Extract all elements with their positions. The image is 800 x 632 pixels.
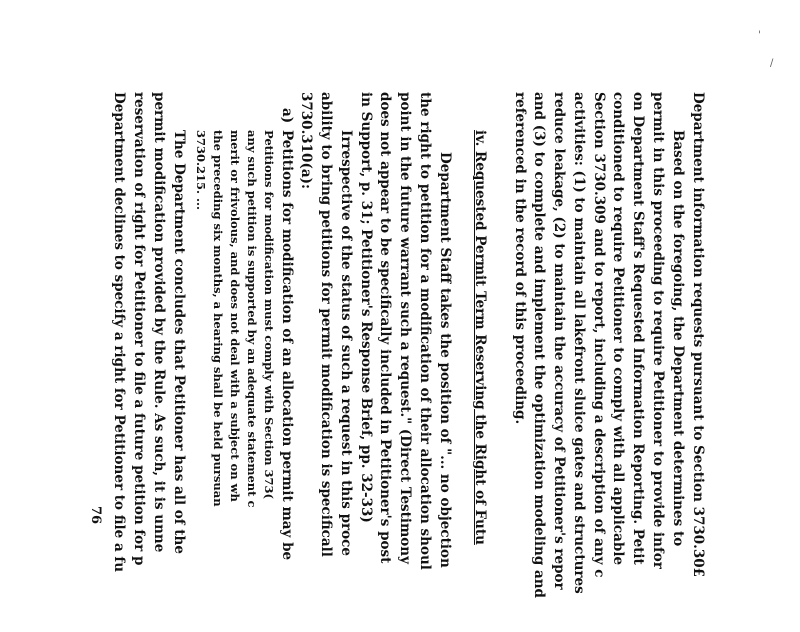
text-line: and (3) to complete and implement the optimization modeling and (531, 92, 547, 598)
text-line: Department declines to specify a right for Petitioner to file a fu (111, 92, 127, 573)
page-number: 76 (88, 506, 103, 525)
text-line: ability to bring petitions for permit modification is specificall (318, 92, 334, 557)
text-line: reduce leakage, (2) to maintain the accuracy of Petitioner's repor (551, 92, 567, 590)
text-line: permit modification provided by the Rule. As such, it is unne (151, 92, 167, 553)
text-line: Department information requests pursuant to Section 3730.30£ (690, 92, 706, 578)
text-line: in Support, p. 31; Petitioner's Response Brief, pp. 32-33) (358, 92, 374, 523)
text-line: referenced in the record of this proceeding. (512, 92, 528, 425)
text-line: 3730.310(a): (298, 92, 314, 189)
text-line: on Department Staff's Requested Information Reporting. Petit (630, 92, 646, 565)
text-line: Section 3730.309 and to report, including a description of any c (591, 92, 607, 578)
stray-mark: / (770, 58, 774, 69)
quote-line: Petitions for modification must comply with Section 373( (262, 130, 276, 499)
text-line: point in the future warrant such a request." (Direct Testimony (397, 92, 413, 564)
quote-line: the preceding six months, a hearing shall be held pursuan (211, 130, 225, 507)
text-line: Petitions for modification of an allocation permit may be (279, 130, 295, 561)
text-line: does not appear to be specifically included in Petitioner's post (377, 92, 393, 564)
text-line: Based on the foregoing, the Department determines to (670, 130, 686, 547)
stray-mark: ' (758, 30, 761, 41)
section-heading: iv. Requested Permit Term Reserving the Right of Futu (472, 130, 488, 545)
quote-line: 3730.215. ... (194, 130, 208, 211)
text-line: Irrespective of the status of such a request in this proce (338, 130, 354, 556)
quote-line: merit or frivolous, and does not deal with a subject on wh (228, 130, 242, 502)
document-page (88, 92, 710, 632)
text-line: The Department concludes that Petitioner has all of the (171, 130, 187, 554)
quote-line: any such petition is supported by an adequate statement c (245, 130, 259, 508)
text-line: conditioned to require Petitioner to comply with all applicable (610, 92, 626, 566)
text-line: permit in this proceeding to require Petitioner to provide infor (650, 92, 666, 569)
text-line: Department Staff takes the position of "... no objection (437, 152, 453, 568)
text-line: the right to petition for a modification of their allocation shoul (417, 92, 433, 570)
text-line: activities: (1) to maintain all lakefront sluice gates and structures (571, 92, 587, 594)
list-marker: a) (279, 108, 295, 124)
text-line: reservation of right for Petitioner to file a future petition for p (131, 92, 147, 566)
